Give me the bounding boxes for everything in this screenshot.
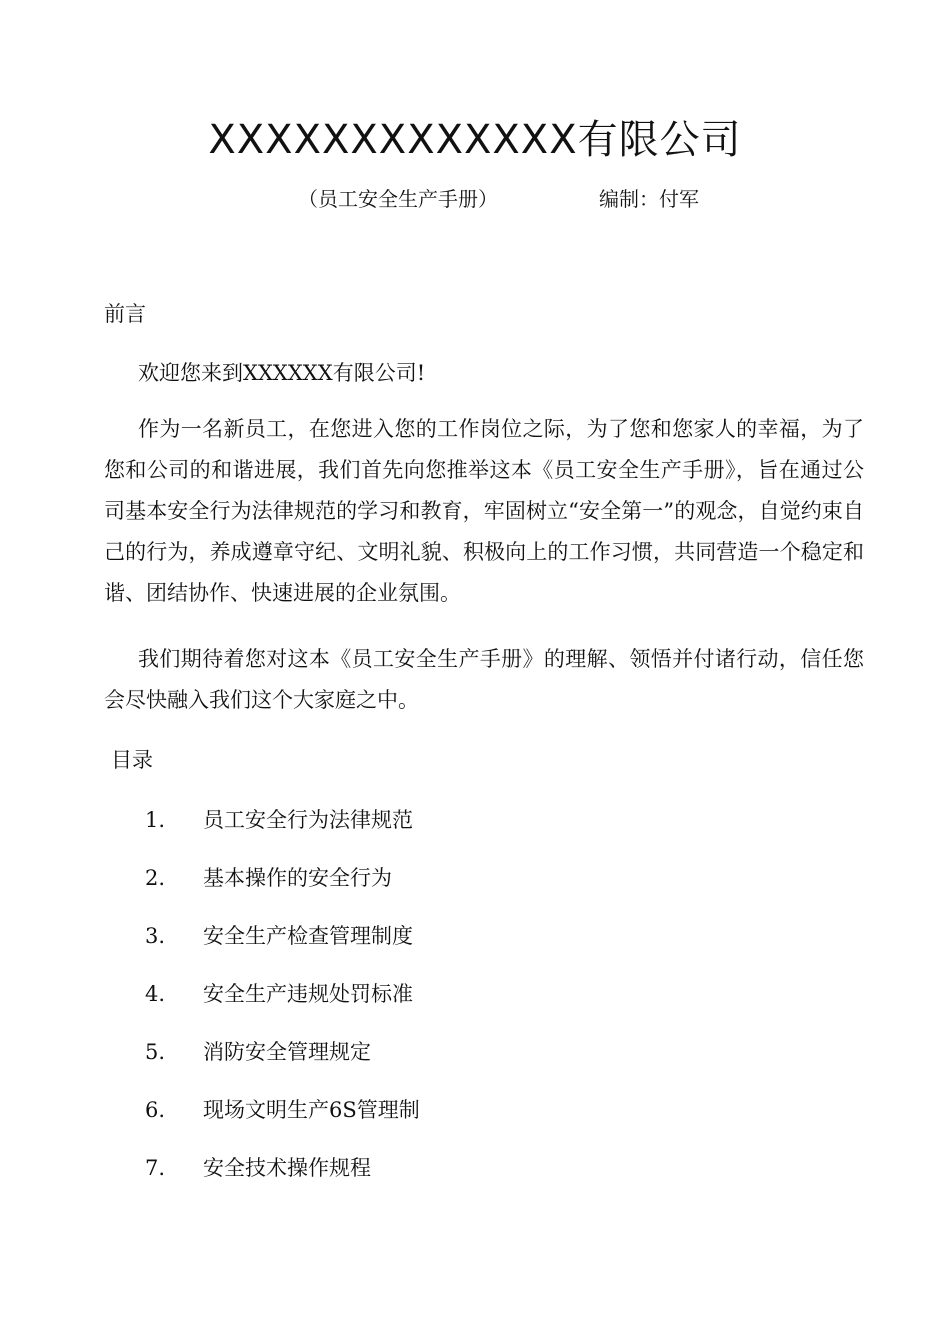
toc-item-title: 员工安全行为法律规范	[203, 808, 413, 832]
document-title: XXXXXXXXXXXXX有限公司	[208, 117, 742, 163]
preface-paragraph-welcome: 欢迎您来到XXXXXX有限公司!	[138, 361, 426, 385]
toc-item	[0, 979, 950, 1009]
toc-item	[0, 863, 950, 893]
toc-item-number: 4.	[145, 982, 166, 1006]
toc-item-number: 6.	[145, 1098, 166, 1122]
toc-item-number: 2.	[145, 866, 166, 890]
preface-paragraph-intro: 作为一名新员工，在您进入您的工作岗位之际，为了您和您家人的幸福，为了您和公司的和谐进展，我们首先向您推举这本《员工安全生产手册》，旨在通过公司基本安全行为法律规范的学习和教育，牢固树立“安全第一”的观念，自觉约束自己的行为，养成遵章守纪、文明礼貌、积极向上的工作习惯，共同营造一个稳定和谐、团结协作、快速进展的企业氛围。	[104, 417, 864, 605]
toc-item-number: 5.	[145, 1040, 166, 1064]
toc-item	[0, 805, 950, 835]
preface-paragraph-expectation: 我们期待着您对这本《员工安全生产手册》的理解、领悟并付诸行动，信任您会尽快融入我们这个大家庭之中。	[104, 647, 864, 712]
toc-item	[0, 921, 950, 951]
document-subtitle: （员工安全生产手册）	[298, 187, 498, 211]
subtitle-row	[0, 184, 950, 214]
toc-heading: 目录	[111, 748, 153, 772]
toc-item-title: 现场文明生产6S管理制	[203, 1098, 420, 1122]
toc-item-title: 基本操作的安全行为	[203, 866, 392, 890]
toc-item-title: 安全生产检查管理制度	[203, 924, 413, 948]
toc-item	[0, 1153, 950, 1183]
toc-item-title: 消防安全管理规定	[203, 1040, 371, 1064]
toc-item-number: 7.	[145, 1156, 166, 1180]
toc-item-number: 1.	[145, 808, 166, 832]
toc-item-number: 3.	[145, 924, 166, 948]
toc-item-title: 安全生产违规处罚标准	[203, 982, 413, 1006]
toc-item	[0, 1037, 950, 1067]
preface-heading: 前言	[104, 302, 146, 326]
editor-credit: 编制：付军	[599, 187, 699, 211]
toc-item-title: 安全技术操作规程	[203, 1156, 371, 1180]
toc-item	[0, 1095, 950, 1125]
